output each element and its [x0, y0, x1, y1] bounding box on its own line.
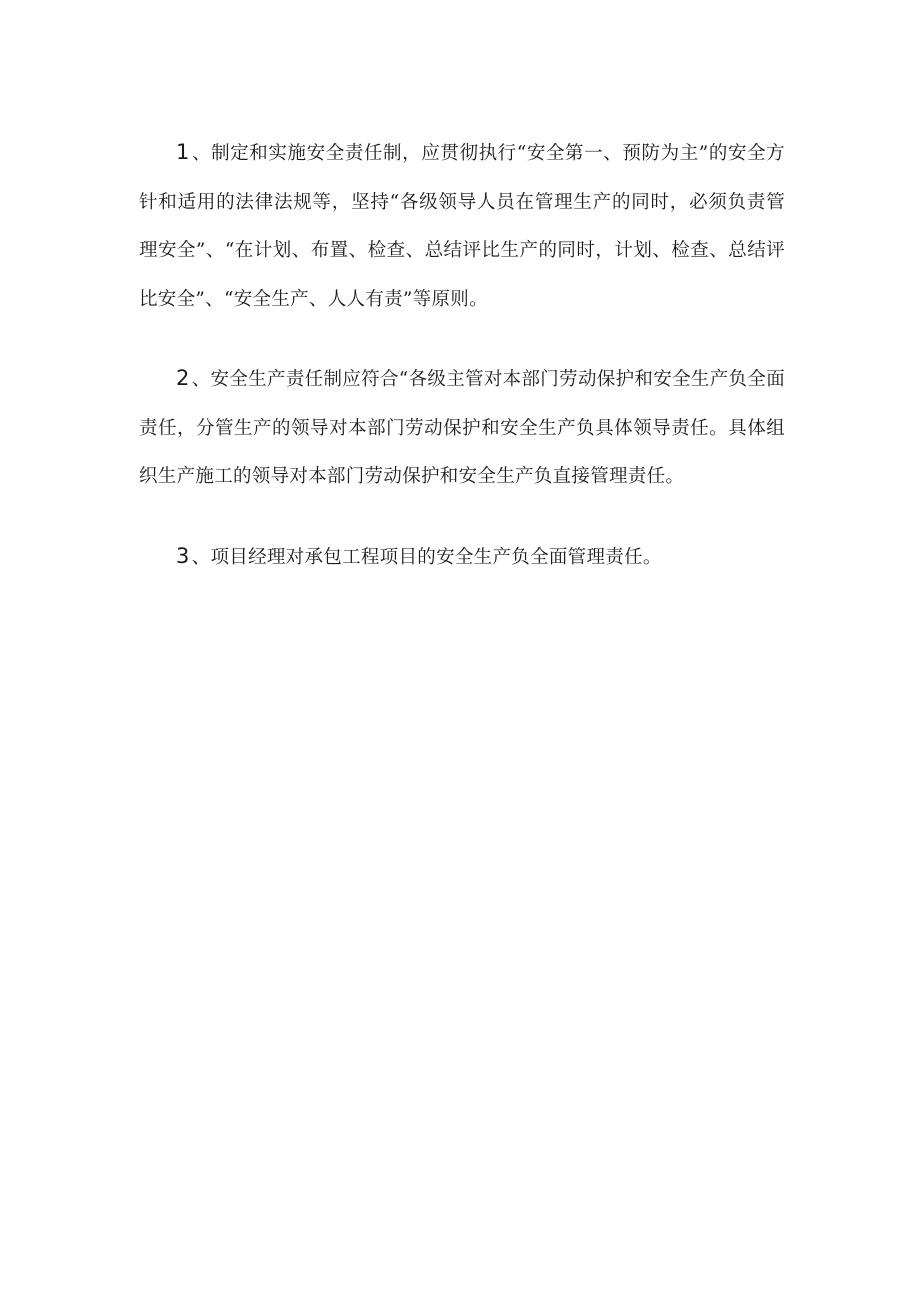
paragraph-text: 、制定和实施安全责任制，应贯彻执行“安全第一、预防为主”的安全方针和适用的法律法规等，坚持“各级领导人员在管理生产的同时，必须负责管理安全”、“在计划、布置、检查、总结评比生产的同时，计划、检查、总结评比安全”、“安全生产、人人有责”等原则。 [139, 143, 785, 310]
paragraph-1 [139, 128, 785, 324]
paragraph-text: 、安全生产责任制应符合“各级主管对本部门劳动保护和安全生产负全面责任，分管生产的领导对本部门劳动保护和安全生产负具体领导责任。具体组织生产施工的领导对本部门劳动保护和安全生产负直接管理责任。 [139, 369, 785, 487]
document-body [139, 128, 785, 612]
paragraph-3 [139, 532, 785, 583]
paragraph-text: 、项目经理对承包工程项目的安全生产负全面管理责任。 [191, 546, 662, 568]
paragraph-number: 3 [176, 543, 190, 568]
paragraph-number: 2 [176, 366, 190, 390]
paragraph-2 [139, 354, 785, 502]
paragraph-number: 1 [176, 140, 190, 164]
